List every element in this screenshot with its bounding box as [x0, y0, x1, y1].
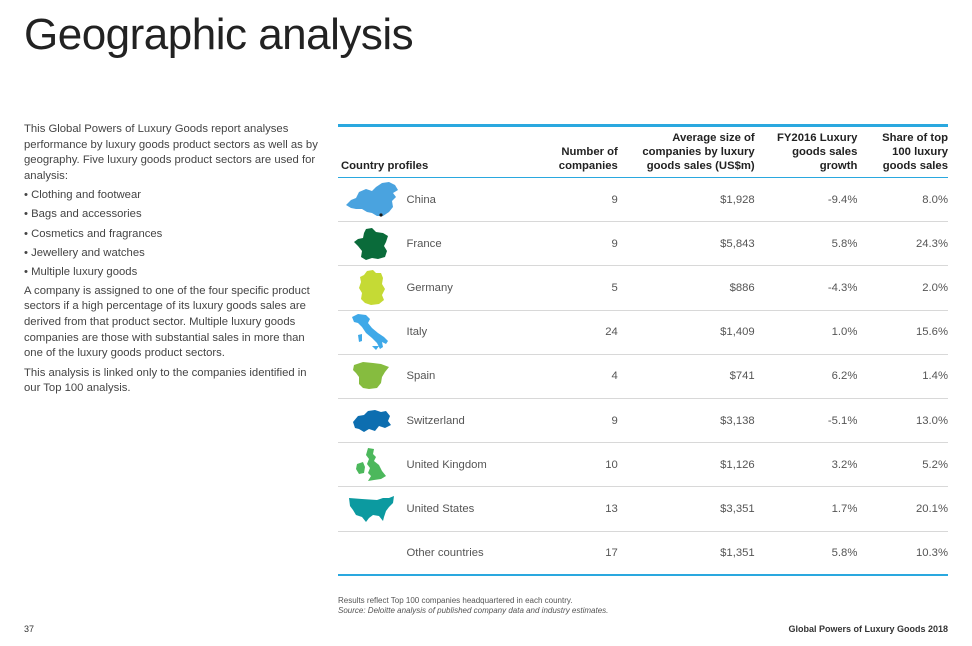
intro-paragraph-1: This Global Powers of Luxury Goods report analyses performance by luxury goods product sectors as well as by geography. Five luxury goods product sectors are used for analysis:	[24, 123, 318, 182]
sales-growth: 6.2%	[831, 370, 858, 383]
number-of-companies: 13	[605, 502, 618, 515]
header-avg-line: Average size of	[672, 132, 755, 144]
united-states-map-icon	[338, 487, 406, 531]
average-size: $3,138	[720, 414, 755, 427]
country-name: Switzerland	[406, 414, 465, 427]
empty-map-cell	[338, 531, 406, 575]
average-size: $886	[729, 281, 755, 294]
sales-growth: 5.8%	[831, 237, 858, 250]
uk-map-ireland	[356, 462, 365, 474]
average-size: $1,351	[720, 546, 755, 559]
number-of-companies: 4	[611, 370, 618, 383]
publication-name: Global Powers of Luxury Goods 2018	[788, 624, 948, 634]
table-footnote: Results reflect Top 100 companies headquartered in each country.	[338, 596, 573, 605]
china-map-dot	[380, 213, 383, 216]
table-source: Source: Deloitte analysis of published company data and industry estimates.	[338, 606, 609, 615]
header-growth-line: growth	[819, 160, 858, 172]
share-of-sales: 1.4%	[922, 370, 948, 383]
header-share	[857, 127, 948, 178]
header-share-line: goods sales	[882, 160, 948, 172]
average-size: $741	[729, 370, 755, 383]
sector-item: • Cosmetics and fragrances	[24, 227, 320, 243]
table-row	[338, 266, 948, 310]
sales-growth: 5.8%	[831, 546, 858, 559]
header-growth-line: FY2016 Luxury	[777, 132, 858, 144]
country-name: China	[406, 193, 436, 206]
table-row	[338, 531, 948, 575]
table-row	[338, 310, 948, 354]
number-of-companies: 17	[605, 546, 618, 559]
sales-growth: -4.3%	[827, 281, 858, 294]
italy-map-icon	[338, 310, 406, 354]
country-name: Spain	[406, 370, 436, 383]
spain-map-shape	[353, 362, 389, 389]
share-of-sales: 8.0%	[922, 193, 948, 206]
header-avg-line: companies by luxury	[642, 146, 755, 158]
country-name: Germany	[406, 281, 453, 294]
country-name: Italy	[406, 326, 428, 339]
share-of-sales: 2.0%	[922, 281, 948, 294]
header-share-line: 100 luxury	[892, 146, 948, 158]
intro-text	[24, 122, 320, 401]
us-map-shape	[349, 496, 394, 522]
average-size: $3,351	[720, 502, 755, 515]
sector-item: • Multiple luxury goods	[24, 265, 320, 281]
average-size: $1,928	[720, 193, 755, 206]
table-row	[338, 487, 948, 531]
country-name: Other countries	[406, 546, 484, 559]
switzerland-map-icon	[338, 398, 406, 442]
page-title: Geographic analysis	[24, 10, 414, 59]
number-of-companies: 24	[605, 326, 618, 339]
header-avg-size	[618, 127, 755, 178]
intro-paragraph-2: A company is assigned to one of the four specific product sectors if a high percentage of its luxury goods sales are derived from that product sector. Multiple luxury goods companies are those with substantial sales in more than one of the luxury goods product sectors.	[24, 284, 310, 360]
header-number	[527, 127, 618, 178]
number-of-companies: 9	[611, 414, 618, 427]
sector-item: • Bags and accessories	[24, 207, 320, 223]
header-avg-line: goods sales (US$m)	[646, 160, 755, 172]
table-row	[338, 178, 948, 222]
united-kingdom-map-icon	[338, 443, 406, 487]
intro-paragraph-3: This analysis is linked only to the companies identified in our Top 100 analysis.	[24, 366, 307, 395]
uk-map-great-britain	[366, 448, 386, 481]
average-size: $1,126	[720, 458, 755, 471]
header-number-line: companies	[558, 160, 618, 172]
germany-map-icon	[338, 266, 406, 310]
header-number-line: Number of	[561, 146, 618, 158]
header-growth	[755, 127, 858, 178]
sector-list	[24, 188, 320, 280]
average-size: $1,409	[720, 326, 755, 339]
header-growth-line: goods sales	[792, 146, 858, 158]
country-name: France	[406, 237, 442, 250]
page-number: 37	[24, 624, 35, 634]
average-size: $5,843	[720, 237, 755, 250]
sales-growth: 1.7%	[831, 502, 858, 515]
number-of-companies: 9	[611, 193, 618, 206]
sector-item: • Clothing and footwear	[24, 188, 320, 204]
sales-growth: -5.1%	[827, 414, 858, 427]
share-of-sales: 15.6%	[915, 326, 948, 339]
italy-map-sardinia	[358, 334, 362, 342]
table-row	[338, 354, 948, 398]
table-header-row	[338, 127, 948, 178]
country-name: United Kingdom	[406, 458, 487, 471]
sector-item: • Jewellery and watches	[24, 246, 320, 262]
spain-map-icon	[338, 354, 406, 398]
country-name: United States	[406, 502, 475, 515]
italy-map-shape	[352, 314, 388, 349]
italy-map-sicily	[372, 346, 379, 350]
share-of-sales: 20.1%	[915, 502, 948, 515]
header-country: Country profiles	[341, 160, 429, 172]
country-profiles-table	[338, 124, 948, 576]
china-map-icon	[338, 178, 406, 222]
number-of-companies: 9	[611, 237, 618, 250]
number-of-companies: 5	[611, 281, 618, 294]
china-map-shape	[346, 182, 398, 216]
germany-map-shape	[359, 270, 385, 305]
table-row	[338, 222, 948, 266]
table-row	[338, 398, 948, 442]
share-of-sales: 13.0%	[915, 414, 948, 427]
france-map-icon	[338, 222, 406, 266]
share-of-sales: 24.3%	[915, 237, 948, 250]
france-map-shape	[354, 228, 388, 260]
table-row	[338, 443, 948, 487]
header-share-line: Share of top	[882, 132, 948, 144]
number-of-companies: 10	[605, 458, 618, 471]
sales-growth: -9.4%	[827, 193, 858, 206]
share-of-sales: 5.2%	[922, 458, 948, 471]
share-of-sales: 10.3%	[915, 546, 948, 559]
switzerland-map-shape	[353, 410, 391, 432]
sales-growth: 3.2%	[831, 458, 858, 471]
sales-growth: 1.0%	[831, 326, 858, 339]
